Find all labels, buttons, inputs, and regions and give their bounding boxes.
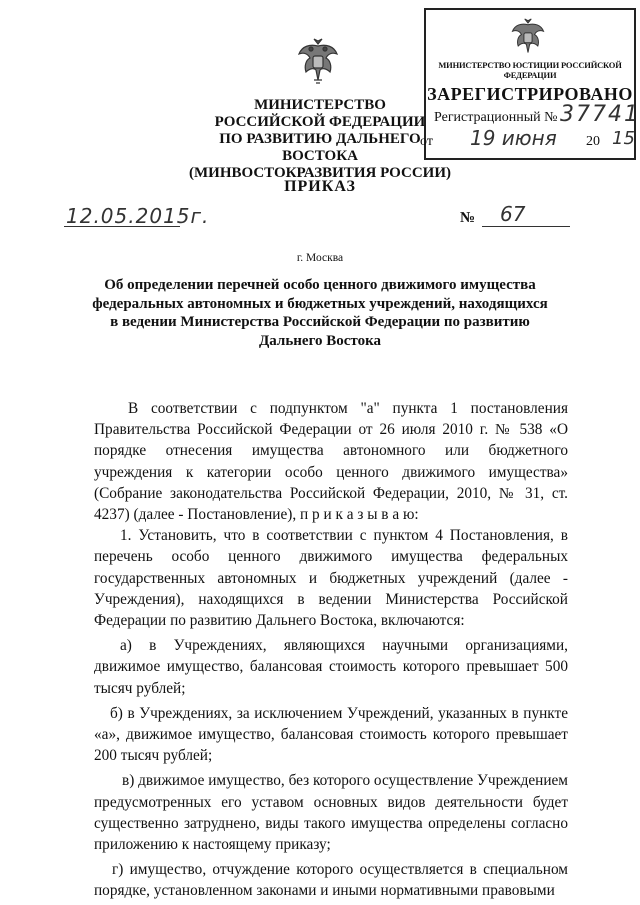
subject-line: федеральных автономных и бюджетных учреждений, находящихся (92, 295, 548, 312)
stamp-number-value: 37741 (560, 102, 640, 127)
order-body (94, 398, 568, 902)
item-1-paragraph: 1. Установить, что в соответствии с пунктом 4 Постановления, в перечень особо ценного движимого имущества федеральных государственных автономных и бюджетных учреждений (далее - Учреждения), находящихся в ведении Министерства Российской Федерации по развитию Дальнего Востока, включаются: (94, 527, 568, 630)
intro-paragraph: В соответствии с подпунктом "а" пункта 1 постановления Правительства Российской Федерации от 26 июля 2010 г. № 538 «О порядке отнесения имущества автономного или бюджетного учреждения к категории особо ценного движимого имущества» (Собрание законодательства Российской Федерации, 2010, № 31, ст. 4237) (далее - Постановление), п р и к а з ы в а ю: (94, 400, 568, 524)
item-g-paragraph: г) имущество, отчуждение которого осуществляется в специальном порядке, установленном законами и иными нормативными правовыми (94, 861, 568, 900)
order-date: 12.05.2015г. (66, 204, 210, 228)
stamp-year-prefix: 20 (586, 134, 600, 149)
order-date-underline (64, 226, 180, 227)
ministry-line: РОССИЙСКОЙ ФЕДЕРАЦИИ (214, 114, 426, 130)
order-subject (80, 276, 560, 350)
stamp-from-label: от (420, 134, 433, 149)
stamp-emblem (510, 16, 546, 58)
subject-line: Дальнего Востока (258, 332, 382, 349)
order-number: 67 (500, 202, 526, 226)
order-number-label: № (460, 210, 476, 226)
ministry-line: МИНИСТЕРСТВО (254, 97, 386, 113)
stamp-year-handwritten: 15 (612, 128, 635, 149)
ministry-line: ПО РАЗВИТИЮ ДАЛЬНЕГО ВОСТОКА (219, 131, 421, 164)
ministry-header (180, 97, 460, 182)
item-v-paragraph: в) движимое имущество, без которого осуществление Учреждением предусмотренных его уставом основных видов деятельности будет существенно затруднено, виды такого имущества определены согласно приложению к настоящему приказу; (94, 772, 568, 854)
coat-of-arms-emblem (296, 36, 340, 86)
ministry-line: (МИНВОСТОКРАЗВИТИЯ РОССИИ) (189, 165, 451, 181)
subject-line: в ведении Министерства Российской Федерации по развитию (110, 314, 530, 330)
stamp-ministry-name: МИНИСТЕРСТВО ЮСТИЦИИ РОССИЙСКОЙ ФЕДЕРАЦИИ (438, 60, 622, 80)
item-b-paragraph: б) в Учреждениях, за исключением Учреждений, указанных в пункте «а», движимое имущество, балансовая стоимость которого превышает 200 тысяч рублей; (94, 704, 568, 765)
stamp-date-value: 19 июня (470, 126, 557, 150)
item-a-paragraph: а) в Учреждениях, являющихся научными организациями, движимое имущество, балансовая стоимость которого превышает 500 тысяч рублей; (94, 637, 568, 697)
stamp-registered-label: ЗАРЕГИСТРИРОВАНО (427, 84, 633, 104)
document-type-title: ПРИКАЗ (284, 178, 356, 195)
city: г. Москва (296, 252, 344, 264)
order-number-underline (482, 226, 570, 227)
subject-line: Об определении перечней особо ценного движимого имущества (104, 277, 536, 293)
stamp-number-label: Регистрационный № (434, 110, 558, 125)
